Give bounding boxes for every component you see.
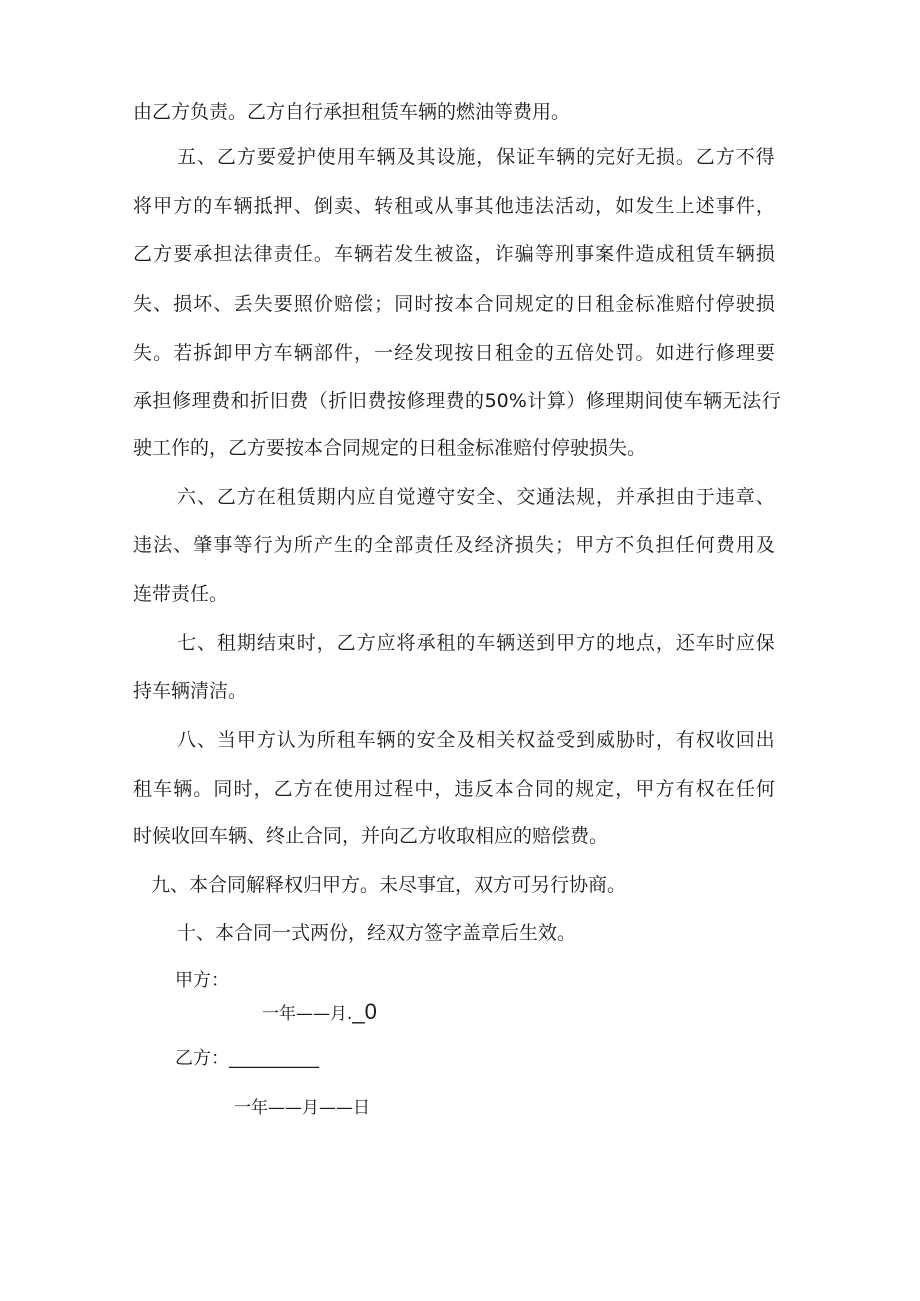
text-line: 六 、 乙 方 在 租 赁 期 内 应 自 觉 遵 守 安 全 、 交 通 法 规 ， 并 承 担 由 于 违 章 、 xyxy=(177,486,775,508)
text-line: 五 、 乙 方 要 爱 护 使 用 车 辆 及 其 设 施 ， 保 证 车 辆 的 完 好 无 损 。 乙 方 不 得 xyxy=(177,146,775,168)
text-line: 七 、 租 期 结 束 时 ， 乙 方 应 将 承 租 的 车 辆 送 到 甲 方 的 地 点 ， 还 车 时 应 保 xyxy=(177,632,775,654)
party-a-date xyxy=(262,1000,377,1026)
text-line: 失 、 损 坏 、 丢 失 要 照 价 赔 偿 ； 同 时 按 本 合 同 规 定 的 日 租 金 标 准 赔 付 停 驶 损 xyxy=(133,293,775,315)
text-line: 连带责任。 xyxy=(133,583,229,605)
text-line: 时候收回车辆、终止合同，并向乙方收取相应的赔偿费。 xyxy=(133,825,609,847)
party-b-label: 乙方：__________ xyxy=(175,1048,319,1069)
text-line: 承 担 修 理 费 和 折 旧 费 （ 折 旧 费 按 修 理 费 的 50% 计 算 ） 修 理 期 间 使 车 辆 无 法 行 xyxy=(133,390,781,412)
party-a-date-suffix: _0 xyxy=(352,999,377,1024)
text-line: 持车辆清洁。 xyxy=(133,680,248,702)
text-line: 乙 方 要 承 担 法 律 责 任 。 车 辆 若 发 生 被 盗 ， 诈 骗 等 刑 事 案 件 造 成 租 赁 车 辆 损 xyxy=(133,243,775,265)
text-line: 失 。 若 拆 卸 甲 方 车 辆 部 件 ， 一 经 发 现 按 日 租 金 的 五 倍 处 罚 。 如 进 行 修 理 要 xyxy=(133,342,775,364)
text-line: 八 、 当 甲 方 认 为 所 租 车 辆 的 安 全 及 相 关 权 益 受 到 威 胁 时 ， 有 权 收 回 出 xyxy=(177,729,775,751)
party-a-date-prefix: 一年——月. xyxy=(262,1004,353,1024)
text-line: 将 甲 方 的 车 辆 抵 押 、 倒 卖 、 转 租 或 从 事 其 他 违 法 活 动 ， 如 发 生 上 述 事 件 ， xyxy=(133,195,775,217)
text-line: 由乙方负责。乙方自行承担租赁车辆的燃油等费用。 xyxy=(133,101,571,123)
party-a-label: 甲方： xyxy=(175,970,229,991)
text-line: 驶工作的，乙方要按本合同规定的日租金标准赔付停驶损失。 xyxy=(133,437,647,459)
text-line: 租 车 辆 。 同 时 ， 乙 方 在 使 用 过 程 中 ， 违 反 本 合 同 的 规 定 ， 甲 方 有 权 在 任 何 xyxy=(133,778,775,800)
text-line: 十、本合同一式两份，经双方签字盖章后生效。 xyxy=(177,922,577,944)
party-b-date: 一年——月——日 xyxy=(234,1098,370,1118)
text-line: 违 法 、 肇 事 等 行 为 所 产 生 的 全 部 责 任 及 经 济 损 失 ； 甲 方 不 负 担 任 何 费 用 及 xyxy=(133,534,775,556)
text-line: 九、本合同解释权归甲方。未尽事宜，双方可另行协商。 xyxy=(151,874,627,896)
